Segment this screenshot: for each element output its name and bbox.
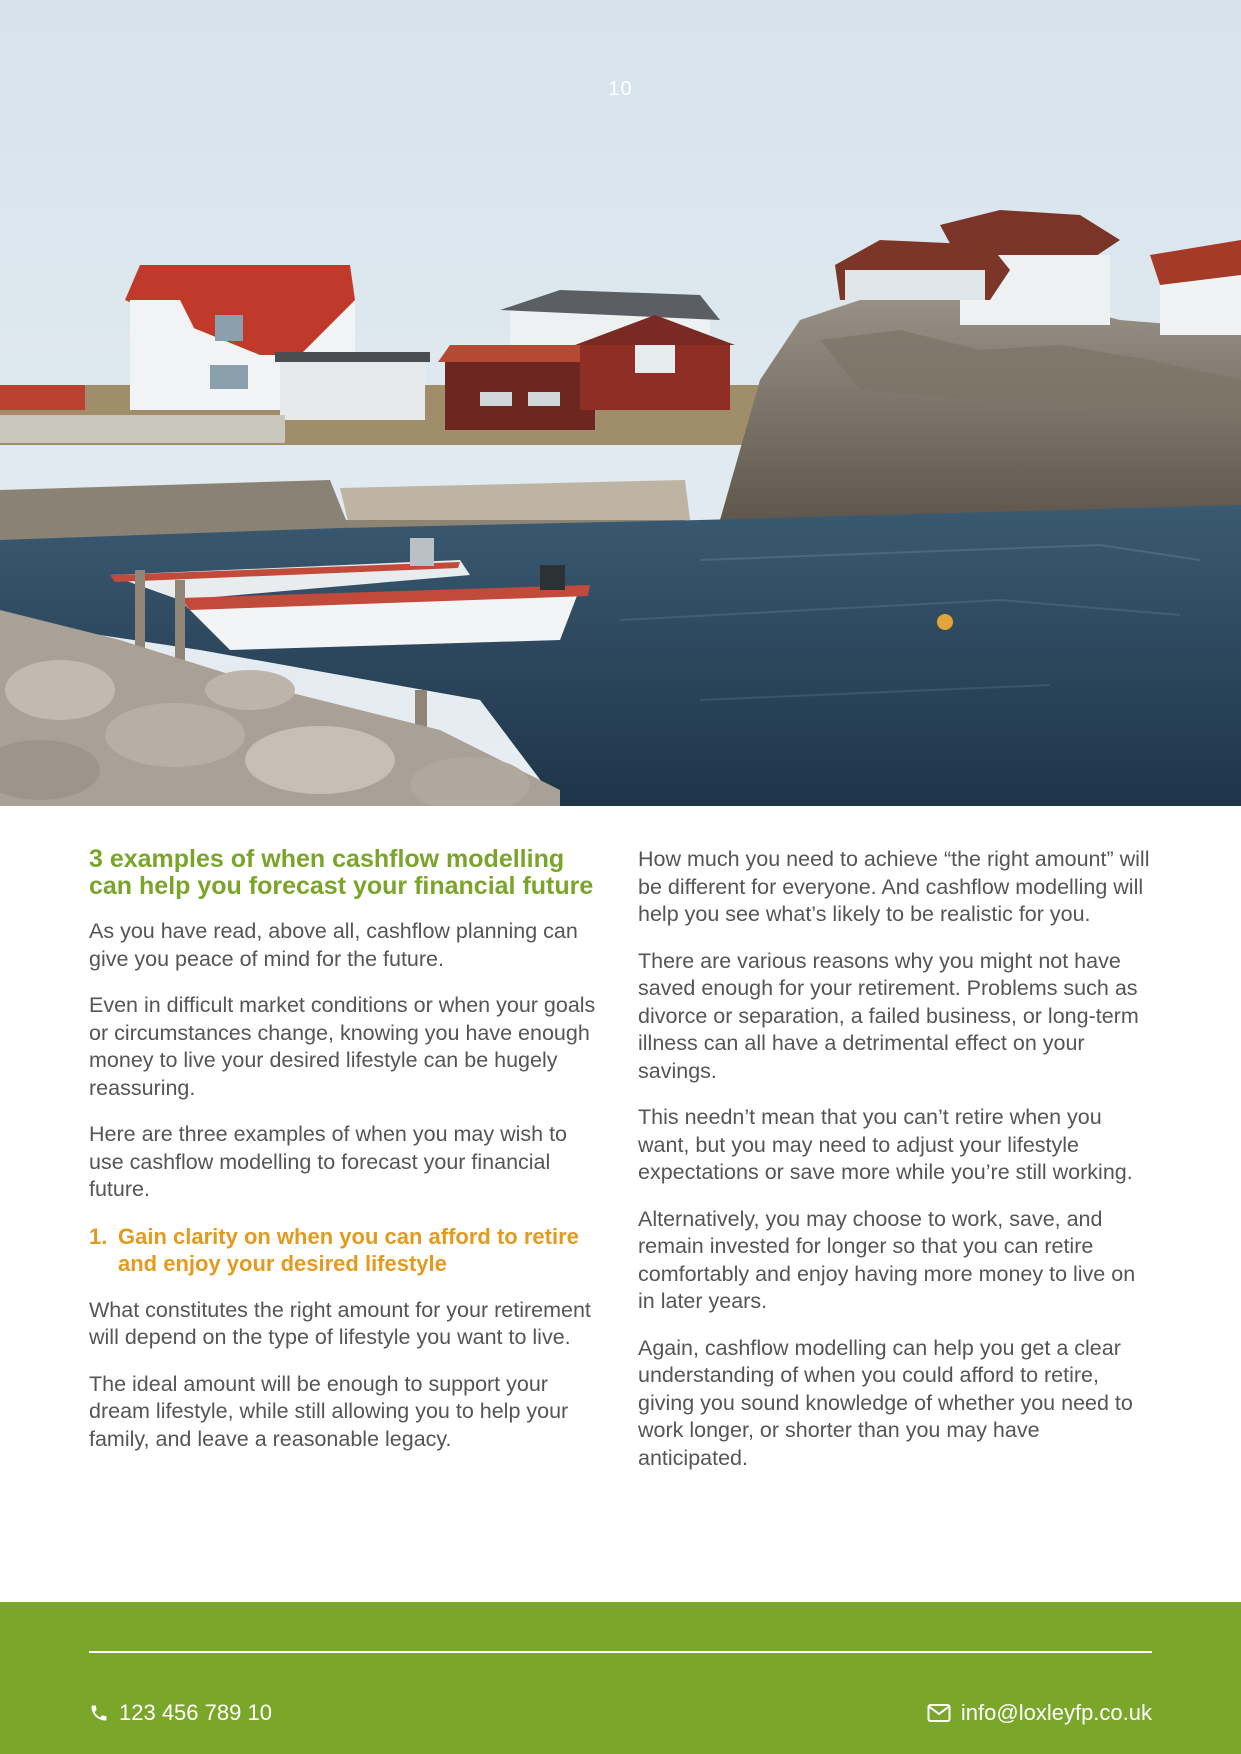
paragraph: The ideal amount will be enough to support your dream lifestyle, while still allowing you to help your family, and leave a reasonable legacy. — [89, 1371, 569, 1451]
article-right-column — [638, 846, 1154, 1491]
page-number: 10 — [608, 78, 633, 100]
harbour-scene — [0, 0, 1241, 806]
paragraph: What constitutes the right amount for your retirement will depend on the type of lifestyle you want to live. — [89, 1297, 591, 1349]
article-left-column — [89, 846, 605, 1472]
numbered-subheading — [89, 1223, 605, 1278]
paragraph: Even in difficult market conditions or when your goals or circumstances change, knowing you have enough money to live your desired lifestyle can be hugely reassuring. — [89, 993, 596, 1100]
subheading-text: Gain clarity on when you can afford to retire and enjoy your desired lifestyle — [118, 1223, 579, 1276]
email-link[interactable] — [927, 1698, 1152, 1728]
email-address: info@loxleyfp.co.uk — [960, 1700, 1152, 1725]
phone-icon — [89, 1703, 109, 1723]
paragraph: As you have read, above all, cashflow planning can give you peace of mind for the future. — [89, 919, 578, 971]
subheading-number: 1. — [89, 1223, 108, 1249]
envelope-icon — [927, 1703, 951, 1723]
hero-image — [0, 0, 1241, 806]
paragraph: Here are three examples of when you may wish to use cashflow modelling to forecast your financial future. — [89, 1122, 568, 1201]
paragraph: This needn’t mean that you can’t retire when you want, but you may need to adjust your lifestyle expectations or save more while you’re still working. — [638, 1105, 1133, 1184]
phone-number: 123 456 789 10 — [119, 1700, 272, 1725]
phone-link[interactable] — [89, 1698, 272, 1728]
paragraph: Alternatively, you may choose to work, save, and remain invested for longer so that you can retire comfortably and enjoy having more money to live on in later years. — [638, 1206, 1136, 1313]
footer — [0, 1602, 1241, 1754]
footer-divider — [89, 1651, 1152, 1653]
paragraph: How much you need to achieve “the right amount” will be different for everyone. And cashflow modelling will help you see what’s likely to be realistic for you. — [638, 847, 1150, 926]
article-heading: 3 examples of when cashflow modelling can help you forecast your financial future — [89, 845, 594, 900]
paragraph: There are various reasons why you might not have saved enough for your retirement. Problems such as divorce or separation, a failed business, or long-term illness can all have a detrimental effect on your savings. — [638, 948, 1139, 1083]
paragraph: Again, cashflow modelling can help you get a clear understanding of when you could afford to retire, giving you sound knowledge of whether you need to work longer, or shorter than you may have anticipated. — [638, 1335, 1133, 1470]
